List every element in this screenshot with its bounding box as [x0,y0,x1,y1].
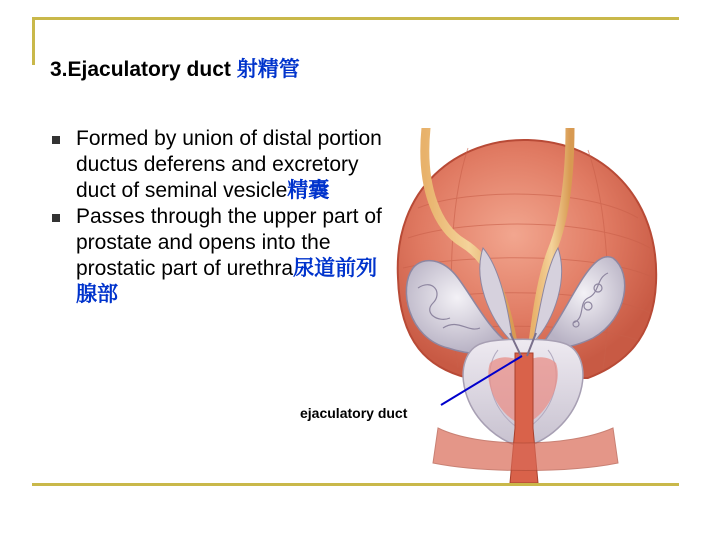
frame-left-rule [32,17,35,65]
ejaculatory-duct-label: ejaculatory duct [300,405,408,421]
bullet-list [50,126,390,308]
bullet-2-text: Passes through the upper part of prostate and opens into the prostatic part of urethra [76,205,382,280]
anatomy-illustration [388,128,665,483]
frame-bottom-rule [32,483,679,486]
slide-title-cjk: 射精管 [236,58,300,81]
bullet-item-1 [50,126,390,204]
bullet-2-cjk: 尿道前列腺部 [76,257,378,306]
bullet-item-2 [50,204,390,308]
slide-title-text: 3.Ejaculatory duct [50,58,237,81]
frame-top-rule [32,17,679,20]
bullet-1-cjk: 精囊 [287,179,330,202]
slide-title [50,53,300,83]
bullet-1-text: Formed by union of distal portion ductus deferens and excretory duct of seminal vesicle [76,127,382,202]
